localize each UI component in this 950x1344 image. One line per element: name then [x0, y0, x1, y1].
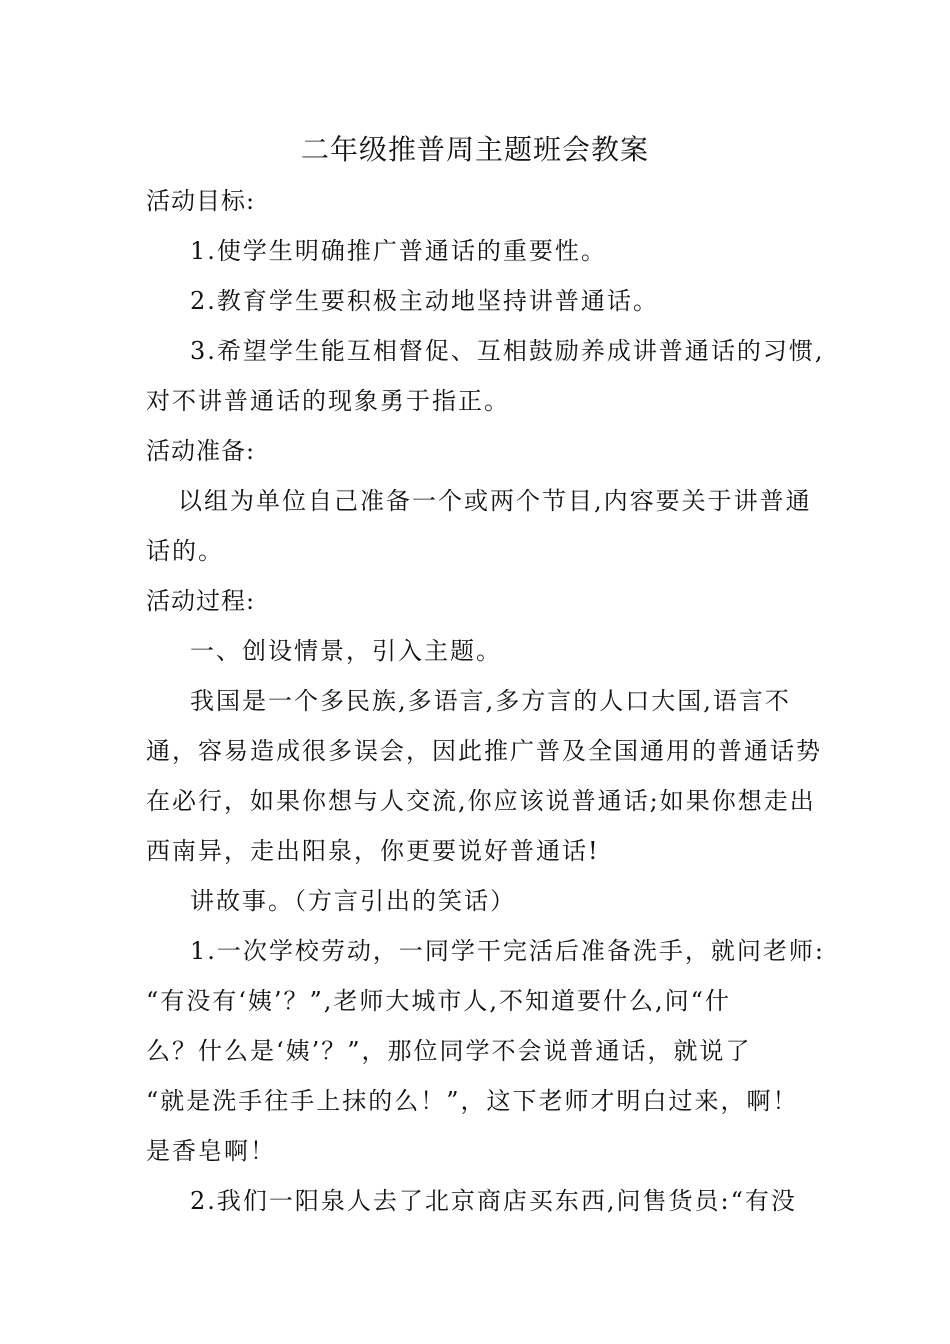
section-heading-preparation: 活动准备:	[146, 437, 256, 465]
paragraph-line: 话的。	[146, 537, 224, 565]
paragraph-line: 3.希望学生能互相督促、互相鼓励养成讲普通话的习惯,	[190, 337, 825, 365]
paragraph-line: 对不讲普通话的现象勇于指正。	[146, 387, 510, 415]
paragraph-line: 是香皂啊！	[146, 1137, 276, 1165]
paragraph-line: 西南异，走出阳泉，你更要说好普通话!	[146, 837, 600, 865]
paragraph-line: 1.一次学校劳动，一同学干完活后准备洗手，就问老师:	[190, 937, 825, 965]
document-title: 二年级推普周主题班会教案	[300, 133, 649, 166]
subsection-heading: 一、创设情景，引入主题。	[190, 637, 502, 665]
paragraph-line: 么？什么是‘姨’？”，那位同学不会说普通话，就说了	[146, 1037, 752, 1065]
paragraph-line: 我国是一个多民族,多语言,多方言的人口大国,语言不	[190, 687, 791, 715]
paragraph-line: 在必行，如果你想与人交流,你应该说普通话;如果你想走出	[146, 787, 816, 815]
paragraph-line: 讲故事。（方言引出的笑话）	[190, 887, 516, 915]
section-heading-process: 活动过程:	[146, 587, 256, 615]
paragraph-line: 通，容易造成很多误会，因此推广普及全国通用的普通话势	[146, 737, 822, 765]
paragraph-line: “就是洗手往手上抹的么！”，这下老师才明白过来，啊！	[146, 1087, 799, 1115]
paragraph-line: 1.使学生明确推广普通话的重要性。	[190, 237, 607, 265]
paragraph-line: “有没有‘姨’？”,老师大城市人,不知道要什么,问“什	[146, 987, 731, 1015]
paragraph-line: 以组为单位自己准备一个或两个节目,内容要关于讲普通	[178, 487, 812, 515]
paragraph-line: 2.教育学生要积极主动地坚持讲普通话。	[190, 287, 659, 315]
section-heading-goals: 活动目标:	[146, 187, 256, 215]
paragraph-line: 2.我们一阳泉人去了北京商店买东西,问售货员:“有没	[190, 1187, 797, 1215]
